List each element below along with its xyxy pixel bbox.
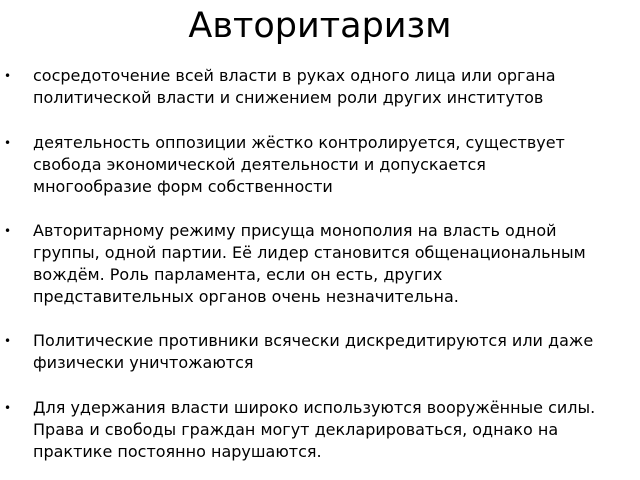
bullet-point-icon: • — [4, 136, 12, 150]
slide-title: Авторитаризм — [188, 6, 452, 46]
bullet-point-icon: • — [4, 69, 12, 83]
bullet-point-icon: • — [4, 334, 12, 348]
bullet-point-icon: • — [4, 224, 12, 238]
bullet-text: сосредоточение всей власти в руках одного лица или органа политической власти и снижением роли других институтов — [33, 66, 556, 107]
bullet-text: Для удержания власти широко используются вооружённые силы. Права и свободы граждан могут декларироваться, однако на практике постоянно нарушаются. — [33, 398, 596, 461]
bullet-text: деятельность оппозиции жёстко контролируется, существует свобода экономической деятельности и допускается многообразие форм собственности — [33, 133, 565, 196]
bullet-text: Политические противники всячески дискредитируются или даже физически уничтожаются — [33, 331, 594, 372]
bullet-text: Авторитарному режиму присуща монополия на власть одной группы, одной партии. Её лидер становится общенациональным вождём. Роль парламента, если он есть, других представительных органов очень незначительна. — [33, 221, 586, 306]
bullet-point-icon: • — [4, 401, 12, 415]
